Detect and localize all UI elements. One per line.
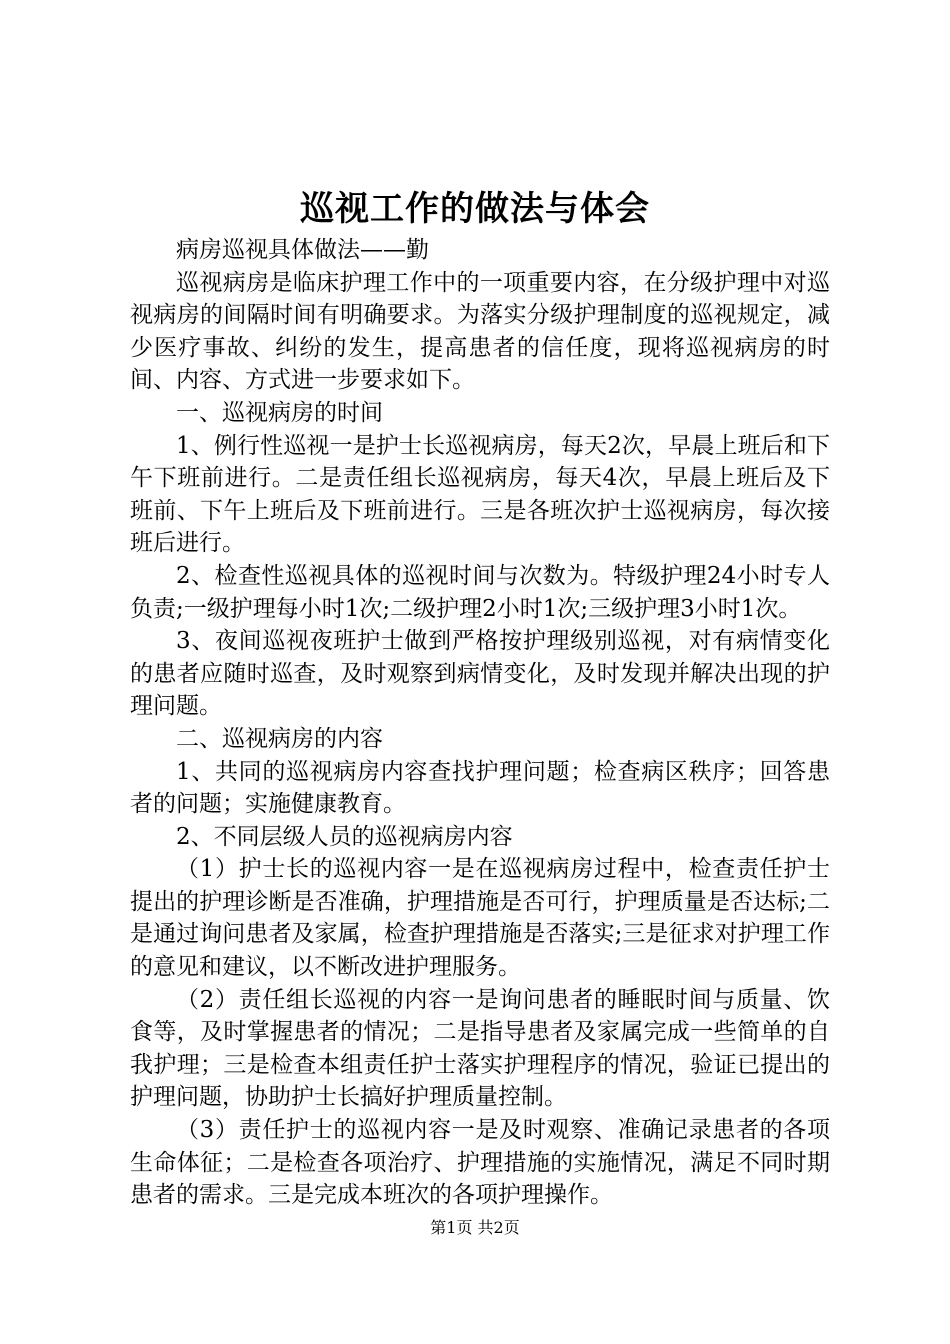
document-body xyxy=(130,234,830,1212)
paragraph-check-inspection: 2、检查性巡视具体的巡视时间与次数为。特级护理24小时专人负责;一级护理每小时1次;二级护理2小时1次;三级护理3小时1次。 xyxy=(130,562,830,622)
paragraph-head-nurse: （1）护士长的巡视内容一是在巡视病房过程中，检查责任护士提出的护理诊断是否准确，护理措施是否可行，护理质量是否达标;二是通过询问患者及家属，检查护理措施是否落实;三是征求对护理工作的意见和建议，以不断改进护理服务。 xyxy=(130,856,830,981)
paragraph-night-inspection: 3、夜间巡视夜班护士做到严格按护理级别巡视，对有病情变化的患者应随时巡查，及时观察到病情变化，及时发现并解决出现的护理问题。 xyxy=(130,628,830,720)
section-intro-heading: 病房巡视具体做法——勤 xyxy=(176,237,429,263)
paragraph-primary-nurse: （3）责任护士的巡视内容一是及时观察、准确记录患者的各项生命体征；二是检查各项治疗、护理措施的实施情况，满足不同时期患者的需求。三是完成本班次的各项护理操作。 xyxy=(130,1117,830,1209)
page-footer: 第1页 共2页 xyxy=(430,1218,520,1237)
paragraph-levels-heading: 2、不同层级人员的巡视病房内容 xyxy=(176,823,513,850)
document-title: 巡视工作的做法与体会 xyxy=(300,189,650,229)
section-heading-time: 一、巡视病房的时间 xyxy=(176,399,383,426)
paragraph-common-content: 1、共同的巡视病房内容查找护理问题；检查病区秩序；回答患者的问题；实施健康教育。 xyxy=(130,758,830,818)
paragraph-routine-inspection: 1、例行性巡视一是护士长巡视病房，每天2次，早晨上班后和下午下班前进行。二是责任组长巡视病房，每天4次，早晨上班后及下班前、下午上班后及下班前进行。三是各班次护士巡视病房，每次接班后进行。 xyxy=(130,432,830,557)
intro-paragraph: 巡视病房是临床护理工作中的一项重要内容，在分级护理中对巡视病房的间隔时间有明确要求。为落实分级护理制度的巡视规定，减少医疗事故、纠纷的发生，提高患者的信任度，现将巡视病房的时间、内容、方式进一步要求如下。 xyxy=(130,269,830,394)
section-heading-content: 二、巡视病房的内容 xyxy=(176,725,383,752)
paragraph-team-leader: （2）责任组长巡视的内容一是询问患者的睡眠时间与质量、饮食等，及时掌握患者的情况；二是指导患者及家属完成一些简单的自我护理；三是检查本组责任护士落实护理程序的情况，验证已提出的护理问题，协助护士长搞好护理质量控制。 xyxy=(130,986,830,1111)
